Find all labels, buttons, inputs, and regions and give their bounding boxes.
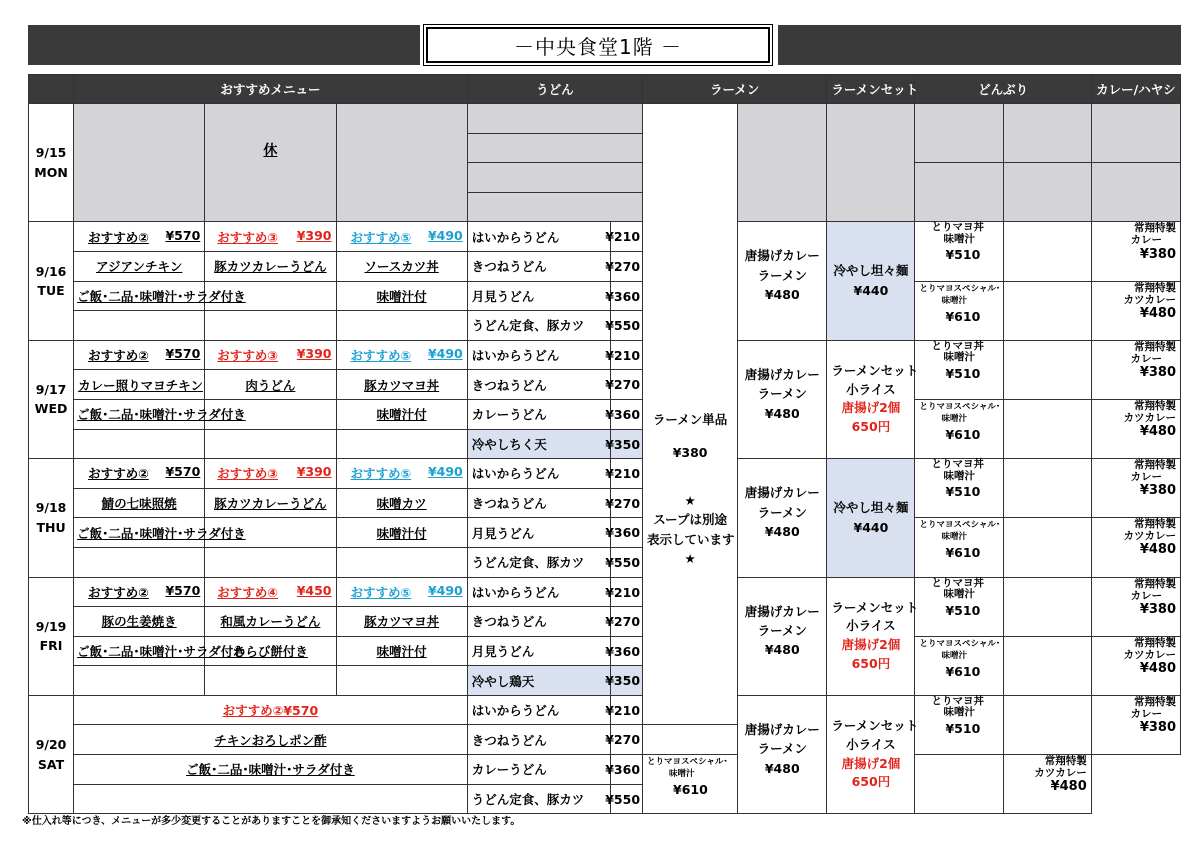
date-mon: 9/15 MON [29,104,74,222]
thu-udon-3-name: 月見うどん [467,518,610,548]
fri-rec-c-label: おすすめ⑤ ¥490 [336,577,467,607]
sat-ramen: 唐揚げカレー ラーメン ¥480 [738,695,827,813]
date-wed: 9/17 WED [29,340,74,458]
fri-don-2: とりマヨスペシャル･ 味噌汁 ¥610 [915,636,1003,695]
mon-curry-2 [1091,163,1180,222]
title-box [423,24,773,66]
wed-udon-2-price: ¥270 [610,370,642,400]
tue-rec-c-blank [336,311,467,341]
thu-rec-c-name: 味噌カツ [336,488,467,518]
tue-udon-1-price: ¥210 [610,222,642,252]
tue-rec-c-label: おすすめ⑤ ¥490 [336,222,467,252]
fri-set-rice: ラーメンセット 小ライス 唐揚げ2個 650円 [827,577,915,695]
wed-udon-4-name: 冷やしちく天 [467,429,610,459]
wed-udon-1-name: はいからうどん [467,340,610,370]
sat-rec-name: チキンおろしポン酢 [74,725,468,755]
fri-rec-a-blank [74,666,205,696]
mon-don-3 [915,163,1003,222]
fri-rec-b-blank [205,666,336,696]
sat-udon-1-price: ¥210 [610,695,642,725]
fri-ramen: 唐揚げカレー ラーメン ¥480 [738,577,827,695]
tue-curry-2: 常翔特製 カツカレー ¥480 [1091,281,1180,340]
sat-curry-2: 常翔特製 カツカレー ¥480 [1003,755,1091,814]
sat-udon-2-name: きつねうどん [467,725,610,755]
header-curry: カレー/ハヤシ [1091,75,1180,104]
ramen-single-price: ¥380 [672,445,708,461]
wed-udon-2-name: きつねうどん [467,370,610,400]
tue-don-1: とりマヨ丼 味噌汁 ¥510 [915,222,1003,281]
star-icon: ★ [684,492,696,508]
header-ramen: ラーメン [643,75,827,104]
ramen-single-label: ラーメン単品 [652,412,728,428]
wed-udon-1-price: ¥210 [610,340,642,370]
wed-row-3 [29,399,1181,429]
wed-don-blank-1 [1003,340,1091,399]
fri-row-3 [29,636,1181,666]
thu-ramen: 唐揚げカレー ラーメン ¥480 [738,459,827,577]
thu-rec-a-blank [74,547,205,577]
fri-udon-3-name: 月見うどん [467,636,610,666]
thu-udon-2-name: きつねうどん [467,488,610,518]
sat-udon-4-name: うどん定食、豚カツ [467,784,610,814]
tue-don-blank-1 [1003,222,1091,281]
header-bar-right [778,25,1181,65]
tue-rec-b-name: 豚カツカレーうどん [205,251,336,281]
thu-curry-1: 常翔特製 カレー ¥380 [1091,459,1180,518]
wed-rec-b-label: おすすめ③ ¥390 [205,340,336,370]
thu-udon-2-price: ¥270 [610,488,642,518]
thu-row-3 [29,518,1181,548]
header-bar-left [28,25,420,65]
tue-don-blank-2 [1003,281,1091,340]
wed-curry-2: 常翔特製 カツカレー ¥480 [1091,399,1180,458]
thu-rec-c-name2: 味噌汁付 [336,518,467,548]
tue-rec-a-label: おすすめ② ¥570 [74,222,205,252]
thu-curry-2: 常翔特製 カツカレー ¥480 [1091,518,1180,577]
thu-rec-c-label: おすすめ⑤ ¥490 [336,459,467,489]
tue-curry-1: 常翔特製 カレー ¥380 [1091,222,1180,281]
wed-don-1: とりマヨ丼 味噌汁 ¥510 [915,340,1003,399]
mon-udon-4 [467,192,642,222]
thu-row-1 [29,459,1181,489]
thu-rec-b-label: おすすめ③ ¥390 [205,459,336,489]
fri-udon-3-price: ¥360 [610,636,642,666]
sat-row-3 [29,755,1181,785]
mon-closed: 休 [205,104,336,222]
tue-udon-2-name: きつねうどん [467,251,610,281]
fri-rec-c-name2: 味噌汁付 [336,636,467,666]
sat-don-blank-2 [915,755,1003,814]
tue-don-2: とりマヨスペシャル･ 味噌汁 ¥610 [915,281,1003,340]
thu-udon-1-name: はいからうどん [467,459,610,489]
wed-rec-c-label: おすすめ⑤ ¥490 [336,340,467,370]
tue-udon-2-price: ¥270 [610,251,642,281]
fri-don-blank-1 [1003,577,1091,636]
mon-rec-c [336,104,467,222]
fri-rec-a-name: 豚の生姜焼き [74,607,205,637]
sat-don-1: とりマヨ丼 味噌汁 ¥510 [915,695,1003,754]
header-blank [29,75,74,104]
fri-udon-1-name: はいからうどん [467,577,610,607]
wed-rec-b-name: 肉うどん [205,370,336,400]
thu-rec-a-name: 鯖の七味照焼 [74,488,205,518]
footnote: ※仕入れ等につき、メニューが多少変更することがありますことを御承知くださいますようお願いいたします。 [22,816,521,827]
thu-don-1: とりマヨ丼 味噌汁 ¥510 [915,459,1003,518]
header-udon: うどん [467,75,642,104]
sat-don-blank-1 [1003,695,1091,754]
wed-row-1 [29,340,1181,370]
mon-rec-a [74,104,205,222]
soup-note-2: 表示しています [647,531,735,547]
wed-ramen: 唐揚げカレー ラーメン ¥480 [738,340,827,458]
mon-row-1 [29,104,1181,134]
star-icon: ★ [684,550,696,566]
fri-udon-2-price: ¥270 [610,607,642,637]
header-donburi: どんぶり [915,75,1091,104]
mon-curry-1 [1091,104,1180,163]
sat-set-rice: ラーメンセット 小ライス 唐揚げ2個 650円 [827,695,915,813]
fri-don-blank-2 [1003,636,1091,695]
fri-udon-2-name: きつねうどん [467,607,610,637]
wed-rec-a-label: おすすめ② ¥570 [74,340,205,370]
thu-don-blank-2 [1003,518,1091,577]
fri-udon-1-price: ¥210 [610,577,642,607]
tue-side-note: ご飯･二品･味噌汁･サラダ付き [74,281,205,311]
tue-row-3 [29,281,1181,311]
sat-udon-4-price: ¥550 [610,784,642,814]
header-row [29,75,1181,104]
tue-rec-c-name2: 味噌汁付 [336,281,467,311]
sat-udon-1-name: はいからうどん [467,695,610,725]
thu-rec-b-name: 豚カツカレーうどん [205,488,336,518]
wed-udon-4-price: ¥350 [610,429,642,459]
mon-udon-3 [467,163,642,193]
sat-udon-3-name: カレーうどん [467,755,610,785]
thu-don-blank-1 [1003,459,1091,518]
fri-rec-b-label: おすすめ④ ¥450 [205,577,336,607]
sat-curry-1: 常翔特製 カレー ¥380 [1091,695,1180,754]
fri-rec-c-blank [336,666,467,696]
thu-udon-1-price: ¥210 [610,459,642,489]
sat-rec-label: おすすめ②¥570 [74,695,468,725]
mon-don-4 [1003,163,1091,222]
tue-udon-1-name: はいからうどん [467,222,610,252]
thu-udon-4-name: うどん定食、豚カツ [467,547,610,577]
thu-don-2: とりマヨスペシャル･ 味噌汁 ¥610 [915,518,1003,577]
date-tue: 9/16 TUE [29,222,74,340]
fri-side-note: ご飯･二品･味噌汁･サラダ付き [74,636,205,666]
wed-udon-3-price: ¥360 [610,399,642,429]
mon-udon-2 [467,133,642,163]
mon-ramen [738,104,827,222]
tue-rec-a-blank [74,311,205,341]
page-title: －中央食堂1階 － [426,27,770,63]
mon-don-1 [915,104,1003,163]
fri-rec-c-name: 豚カツマヨ丼 [336,607,467,637]
fri-rec-b-name: 和風カレーうどん [205,607,336,637]
thu-rec-b-blank [205,547,336,577]
ramen-single-cell [643,104,738,725]
thu-rec-a-label: おすすめ② ¥570 [74,459,205,489]
tue-rec-a-name: アジアンチキン [74,251,205,281]
wed-set-rice: ラーメンセット 小ライス 唐揚げ2個 650円 [827,340,915,458]
mon-udon-1 [467,104,642,134]
wed-rec-c-name: 豚カツマヨ丼 [336,370,467,400]
mon-set [827,104,915,222]
menu-table [28,74,1181,814]
sat-rec-blank [74,784,468,814]
wed-curry-1: 常翔特製 カレー ¥380 [1091,340,1180,399]
thu-set-tantan: 冷やし坦々麺 ¥440 [827,459,915,577]
header-recommended: おすすめメニュー [74,75,468,104]
wed-side-note: ご飯･二品･味噌汁･サラダ付き [74,399,205,429]
tue-udon-4-name: うどん定食、豚カツ [467,311,610,341]
fri-curry-1: 常翔特製 カレー ¥380 [1091,577,1180,636]
tue-udon-4-price: ¥550 [610,311,642,341]
wed-rec-c-name2: 味噌汁付 [336,399,467,429]
tue-rec-b-label: おすすめ③ ¥390 [205,222,336,252]
sat-rec-note: ご飯･二品･味噌汁･サラダ付き [74,755,468,785]
wed-don-blank-2 [1003,399,1091,458]
fri-curry-2: 常翔特製 カツカレー ¥480 [1091,636,1180,695]
wed-udon-3-name: カレーうどん [467,399,610,429]
thu-side-note: ご飯･二品･味噌汁･サラダ付き [74,518,205,548]
mon-don-2 [1003,104,1091,163]
tue-udon-3-price: ¥360 [610,281,642,311]
tue-ramen: 唐揚げカレー ラーメン ¥480 [738,222,827,340]
tue-udon-3-name: 月見うどん [467,281,610,311]
date-thu: 9/18 THU [29,459,74,577]
wed-rec-a-blank [74,429,205,459]
fri-rec-a-label: おすすめ② ¥570 [74,577,205,607]
sat-row-1 [29,695,1181,725]
tue-set-tantan: 冷やし坦々麺 ¥440 [827,222,915,340]
thu-rec-c-blank [336,547,467,577]
sat-udon-2-price: ¥270 [610,725,642,755]
tue-rec-b-blank [205,311,336,341]
date-sat: 9/20 SAT [29,695,74,813]
fri-don-1: とりマヨ丼 味噌汁 ¥510 [915,577,1003,636]
header-ramen-set: ラーメンセット [827,75,915,104]
thu-udon-3-price: ¥360 [610,518,642,548]
date-fri: 9/19 FRI [29,577,74,695]
sat-udon-3-price: ¥360 [610,755,642,785]
tue-row-1 [29,222,1181,252]
thu-udon-4-price: ¥550 [610,547,642,577]
sat-don-2: とりマヨスペシャル･ 味噌汁 ¥610 [643,755,738,814]
fri-udon-4-name: 冷やし鶏天 [467,666,610,696]
wed-rec-a-name: カレー照りマヨチキン [74,370,205,400]
fri-row-1 [29,577,1181,607]
wed-rec-c-blank [336,429,467,459]
wed-don-2: とりマヨスペシャル･ 味噌汁 ¥610 [915,399,1003,458]
tue-rec-c-name: ソースカツ丼 [336,251,467,281]
fri-udon-4-price: ¥350 [610,666,642,696]
soup-note-1: スープは別途 [653,512,727,528]
wed-rec-b-blank [205,429,336,459]
fri-rec-b-name2: わらび餅付き [205,636,336,666]
